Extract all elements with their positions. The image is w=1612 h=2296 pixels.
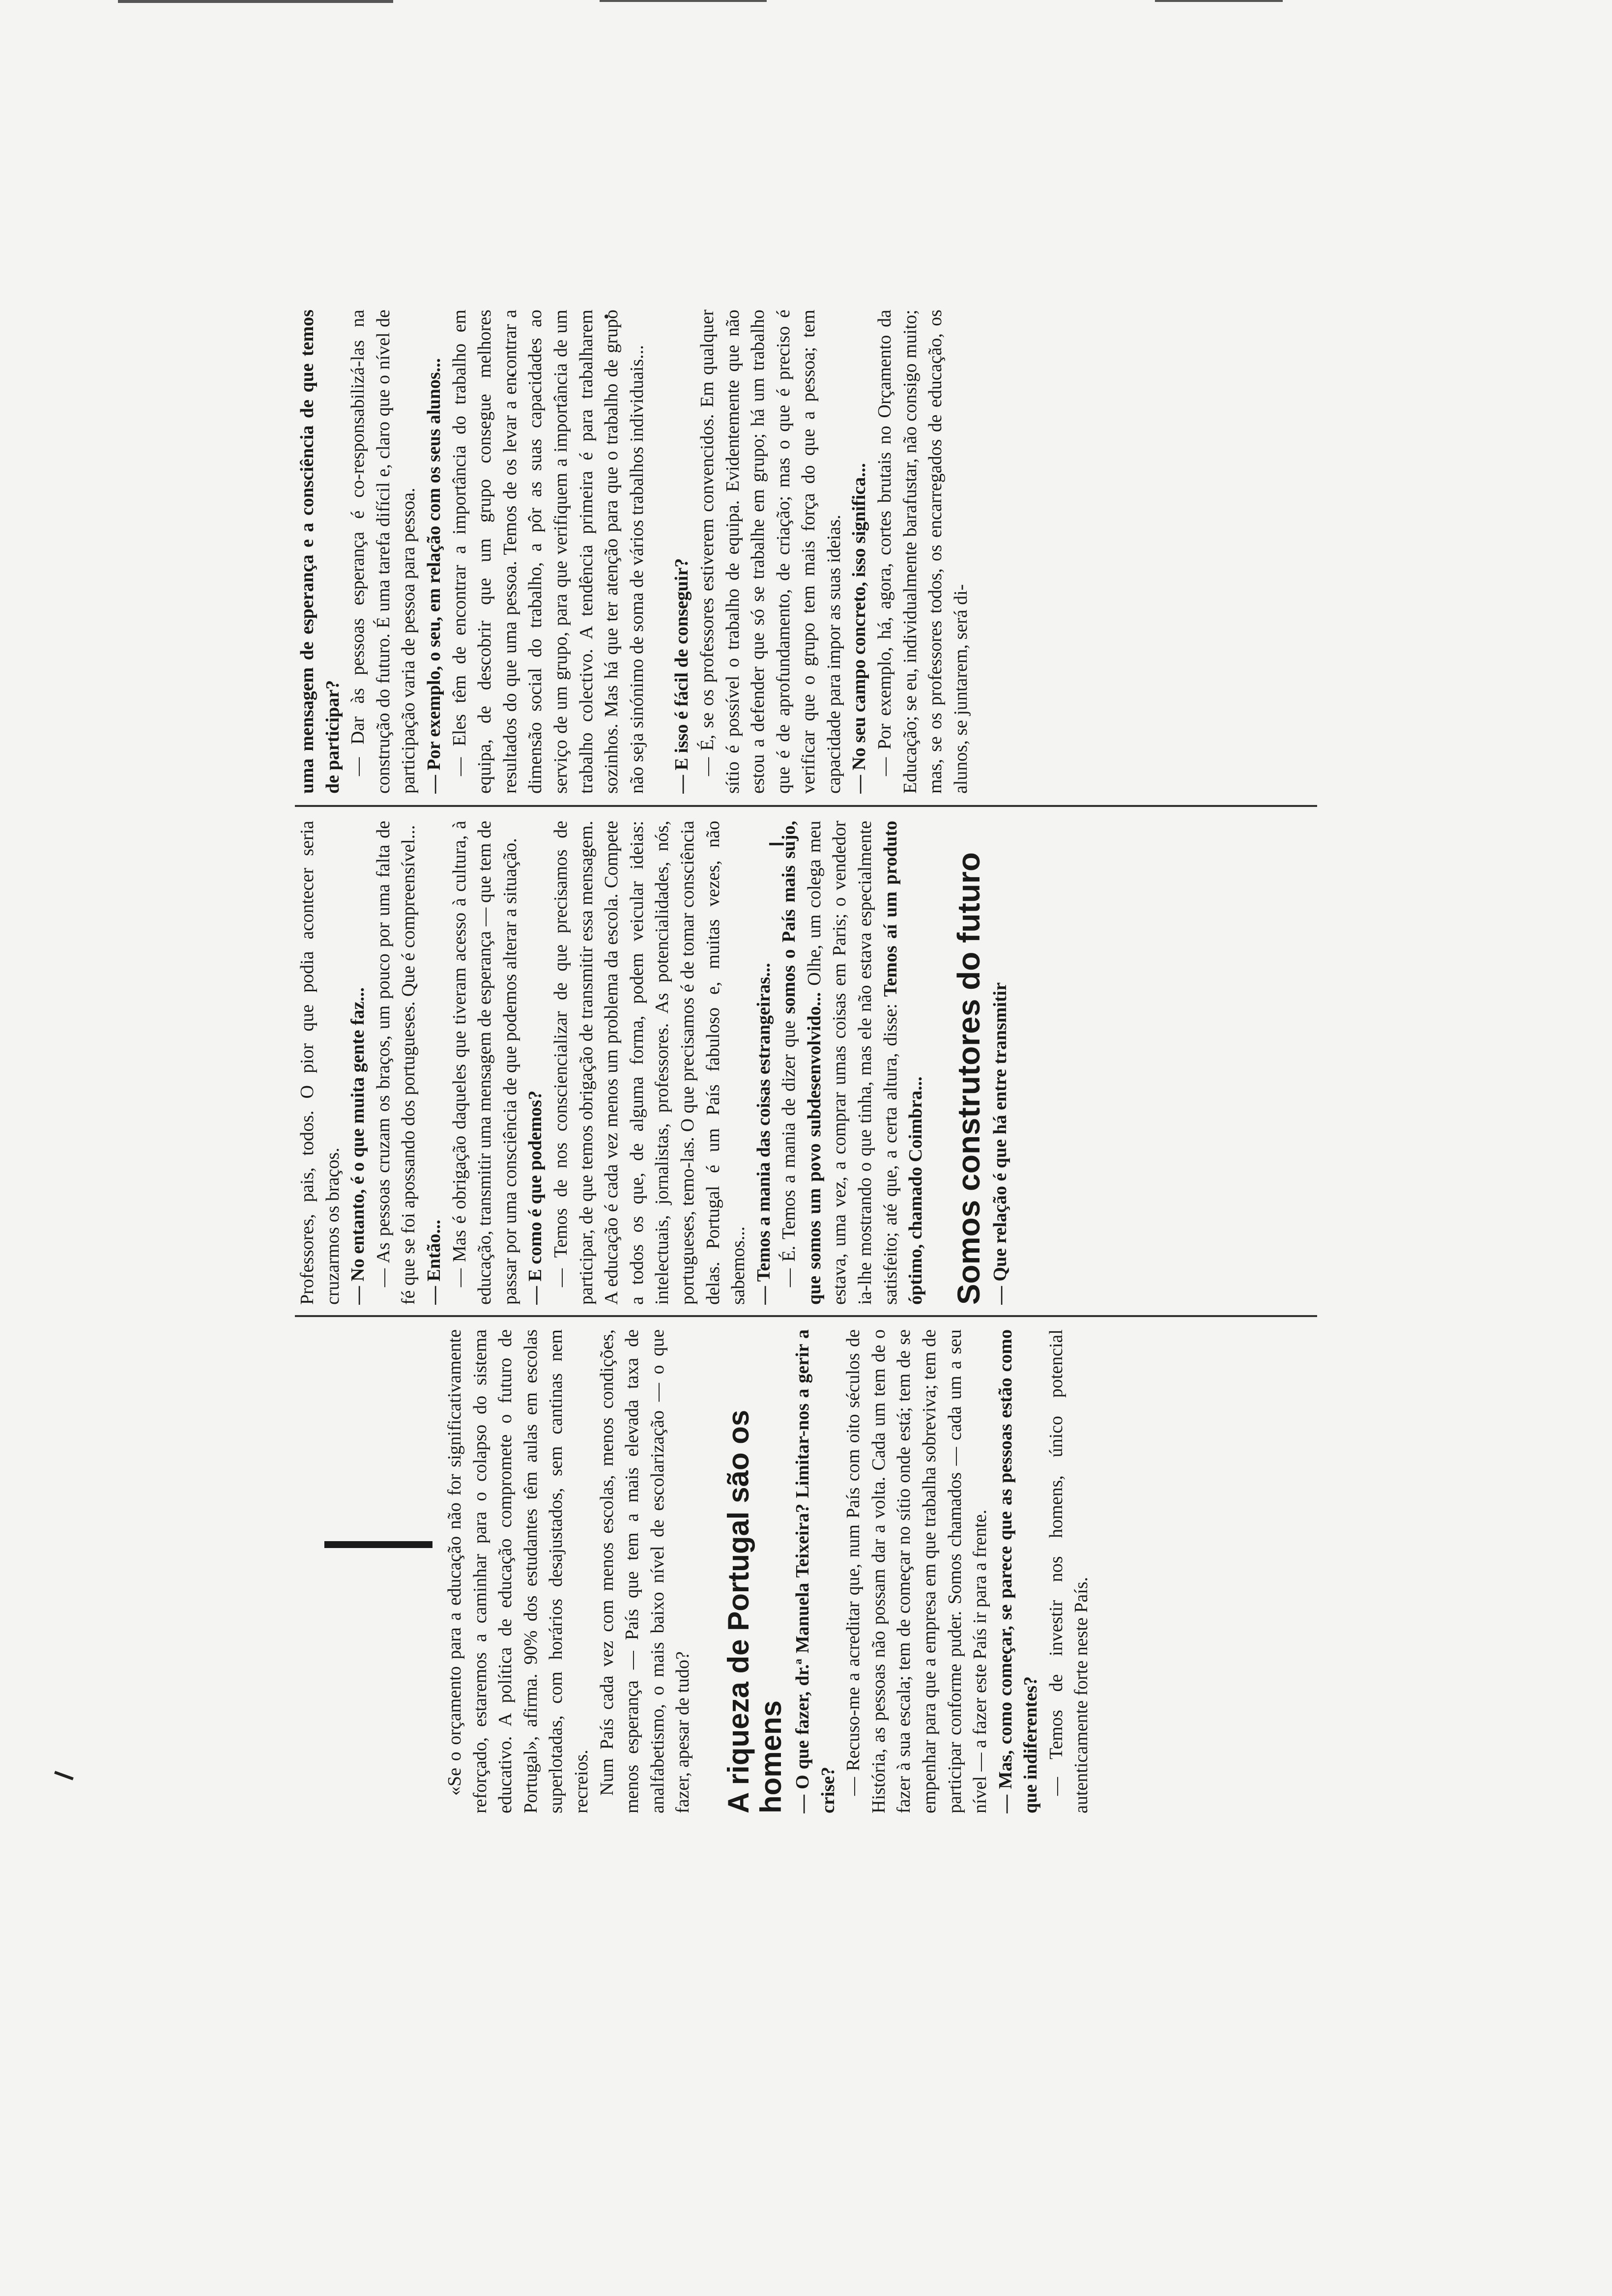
paragraph: — Eles têm de encontrar a importância do trabalho em equipa, de descobrir que um grupo consegue melhores resultados do que uma pessoa. Temos de os levar a encontrar a dimensão social do trabalho, a pôr as suas capacidades ao serviço de um grupo, para que verifiquem a importância de um trabalho colectivo. A tendência primeira é para trabalharem sozinhos. Mas há que ter atenção para que o trabalho de grupo não seja sinónimo de soma de vários trabalhos individuais... [449, 310, 647, 794]
interview-question: — No entanto, é o que muita gente faz... [347, 987, 369, 1305]
text-run: — É. Temos a mania de dizer que [778, 1014, 800, 1287]
paragraph: «Se o orçamento para a educação não for significativamente reforçado, estaremos a caminhar para o colapso do sistema educativo. A política de educação compromete o futuro de Portugal», afirma. 90% dos estudantes têm aulas em escolas superlotadas, com horários desajustados, sem cantinas nem recreios. [444, 1329, 592, 1813]
interview-question: — Por exemplo, o seu, em relação com os seus alunos... [423, 358, 444, 794]
paragraph: — As pessoas cruzam os braços, um pouco por uma falta de fé que se foi apossando dos portugueses. Que é compreensível... [373, 821, 419, 1305]
paragraph [777, 821, 929, 1305]
interview-question: — E isso é fácil de conseguir? [671, 558, 692, 794]
paragraph: Num País cada vez com menos escolas, menos condições, menos esperança — País que tem a mais elevada taxa de analfabetismo, o mais baixo nível de escolarização — o que fazer, apesar de tudo? [596, 1329, 693, 1813]
scan-edge-line [118, 0, 393, 3]
interview-question: — Temos a mania das coisas estrangeiras... [753, 963, 774, 1305]
interview-question: uma mensagem de esperança e a consciência de que temos de participar? [297, 310, 343, 794]
column-3 [295, 310, 1317, 794]
section-heading: Somos construtores do futuro [950, 852, 986, 1305]
paragraph: — Por exemplo, há, agora, cortes brutais no Orçamento da Educação; se eu, individualmente barafustar, não consigo muito; mas, se os professores todos, os encarregados de educação, os alunos, se juntarem, será di- [874, 310, 971, 794]
interview-question: — No seu campo concreto, isso significa... [849, 463, 870, 794]
column-2 [295, 821, 1317, 1305]
paragraph: — É, se os professores estiverem convencidos. Em qualquer sítio é possível o trabalho de equipa. Evidentemente que não estou a defender que só se trabalhe em grupo; há um trabalho que é de aprofundamento, de criação; mas o que é preciso é verificar que o grupo tem mais força do que a pessoa; tem capacidade para impor as suas ideias. [696, 310, 844, 794]
column-divider [295, 1315, 1317, 1317]
column-divider [295, 805, 1317, 807]
paragraph: — Recuso-me a acreditar que, num País com oito séculos de História, as pessoas não possam dar a volta. Cada um tem de o fazer à sua escala; tem de começar no sítio onde está; tem de se empenhar para que a empresa em que trabalha sobreviva; tem de participar conforme puder. Somos chamados — cada um a seu nível — a fazer este País ir para a frente. [843, 1329, 991, 1813]
interview-question: — O que fazer, dr.ª Manuela Teixeira? Limitar-nos a gerir a crise? [792, 1329, 838, 1813]
interview-question: — Que relação é que há entre transmitir [989, 982, 1010, 1305]
column-1 [295, 1329, 1317, 1813]
bold-run: somos o País mais sujo, que somos um povo subdesenvolvido... [778, 821, 825, 1305]
interview-question: — Então... [423, 1219, 444, 1305]
section-heading: A riqueza de Portugal são os homens [721, 1409, 787, 1813]
scan-speck [54, 1771, 74, 1780]
article-page [295, 280, 1317, 1813]
interview-question: — E como é que podemos? [525, 1091, 546, 1305]
paragraph: — Dar às pessoas esperança é co-responsabilizá-las na construção do futuro. É uma tarefa difícil e, claro que o nível de participação varia de pessoa para pessoa. [347, 310, 419, 794]
scan-edge-line [600, 0, 767, 2]
interview-question: — Mas, como começar, se parece que as pessoas estão como que indiferentes? [995, 1329, 1041, 1813]
scan-edge-line [1155, 0, 1283, 2]
paragraph: — Mas é obrigação daqueles que tiveram acesso à cultura, à educação, transmitir uma mensagem de esperança — que tem de passar por uma consciência de que podemos alterar a situação. [449, 821, 520, 1305]
text-run: Olhe, um colega meu estava, uma vez, a comprar umas coisas em Paris; o vendedor ia-lhe mostrando o que tinha, mas ele não estava especialmente satisfeito; até que, a certa altura, disse: [804, 821, 901, 1305]
decorative-bar [324, 1541, 432, 1548]
paragraph: Professores, pais, todos. O pior que podia acontecer seria cruzarmos os braços. [297, 821, 343, 1305]
bold-run: Temos aí um produto óptimo, chamado Coimbra... [880, 821, 926, 1305]
paragraph: — Temos de nos consciencializar de que precisamos de participar, de que temos obrigação de transmitir essa mensagem. A educação é cada vez menos um problema da escola. Compete a todos os que, de alguma forma, podem veicular ideias: intelectuais, jornalistas, professores. As potencialidades, nós, portugueses, temo-las. O que precisamos é de tomar consciência delas. Portugal é um País fabuloso e, muitas vezes, não sabemos... [550, 821, 749, 1305]
paragraph: — Temos de investir nos homens, único potencial autenticamente forte neste País. [1045, 1329, 1092, 1813]
